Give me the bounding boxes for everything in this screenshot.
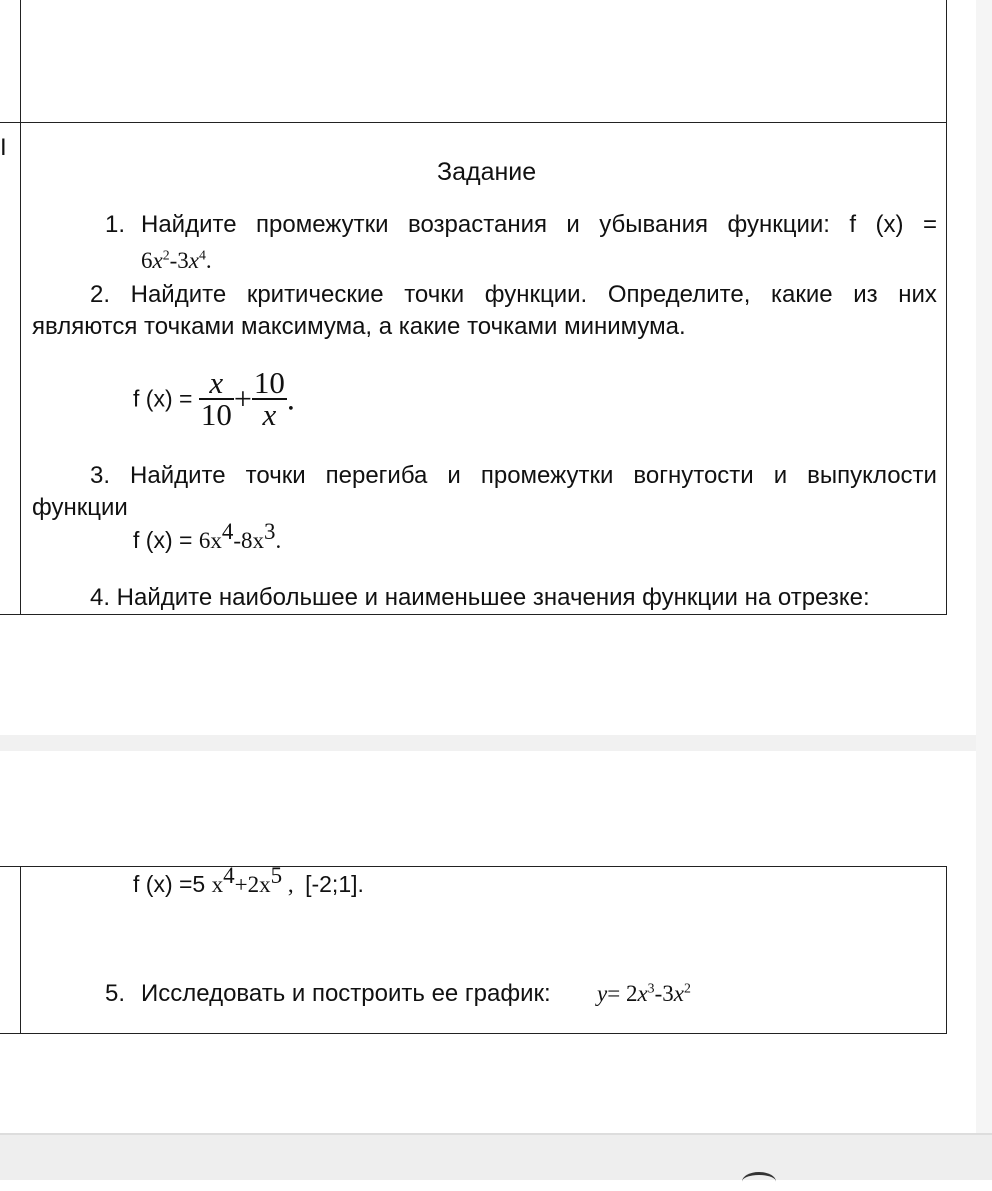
word: возрастания [407, 211, 547, 238]
word: = [922, 211, 937, 238]
bottom-toolbar [0, 1133, 992, 1180]
word: промежутки [480, 462, 614, 489]
word: выпуклости [807, 462, 937, 489]
word: Найдите [130, 281, 227, 308]
word: Определите, [607, 281, 751, 308]
word: из [853, 281, 878, 308]
left-edge-mark: I [0, 134, 7, 161]
word: Найдите [141, 211, 237, 238]
task5-formula: $y= 2x^3-3x^2$ [597, 980, 691, 1006]
word: (x) [875, 211, 904, 238]
word: точки [404, 281, 465, 308]
task4-formula: f (x) =5 $x^4+2x^5$ , [-2;1]. [133, 863, 364, 897]
page-break [0, 735, 976, 751]
task1-number: 1. [105, 211, 126, 238]
word: промежутки [256, 211, 389, 238]
task-heading: Задание [437, 158, 537, 186]
word: функции: [727, 211, 830, 238]
task5-text: Исследовать и построить ее график: [141, 980, 551, 1007]
word: Найдите [130, 462, 226, 489]
word: перегиба [325, 462, 428, 489]
task5-number: 5. [105, 980, 126, 1007]
task2-line1 [90, 281, 937, 309]
scroll-gutter [976, 0, 992, 1178]
word: убывания [599, 211, 709, 238]
word: и [447, 462, 461, 489]
task2-line2: являются точками максимума, а какие точками минимума. [32, 313, 686, 340]
word: и [566, 211, 580, 238]
table-border-top-bottom [0, 866, 947, 867]
word: них [898, 281, 937, 308]
table-border-right-bottom [946, 866, 947, 1034]
word: функции. [484, 281, 588, 308]
word: 3. [90, 462, 111, 489]
task3-line2: функции [32, 494, 128, 521]
task4-line: 4. Найдите наибольшее и наименьшее значения функции на отрезке: [90, 584, 870, 611]
table-border-right-top [946, 0, 947, 615]
word: вогнутости [633, 462, 754, 489]
word: критические [246, 281, 384, 308]
word: 2. [90, 281, 111, 308]
task3-formula: f $(x) = 6x^4-8x^3$. [133, 519, 282, 553]
table-row-divider [0, 122, 947, 123]
task3-line1 [90, 462, 937, 490]
word: и [773, 462, 788, 489]
table-border-bottom-top [0, 614, 947, 615]
table-border-left-bottom [20, 866, 21, 1034]
task1-line [141, 211, 937, 239]
task2-formula: f (x) = $\frac{x}{10}$ + $\frac{10}{x}$ . [133, 365, 295, 432]
table-border-left-top [20, 0, 21, 615]
word: какие [770, 281, 833, 308]
toolbar-button-icon[interactable] [742, 1172, 776, 1191]
word: точки [245, 462, 306, 489]
table-border-bottom-bottom [0, 1033, 947, 1034]
word: f [849, 211, 857, 238]
task1-formula: $6x^2-3x^4$. [141, 247, 212, 273]
